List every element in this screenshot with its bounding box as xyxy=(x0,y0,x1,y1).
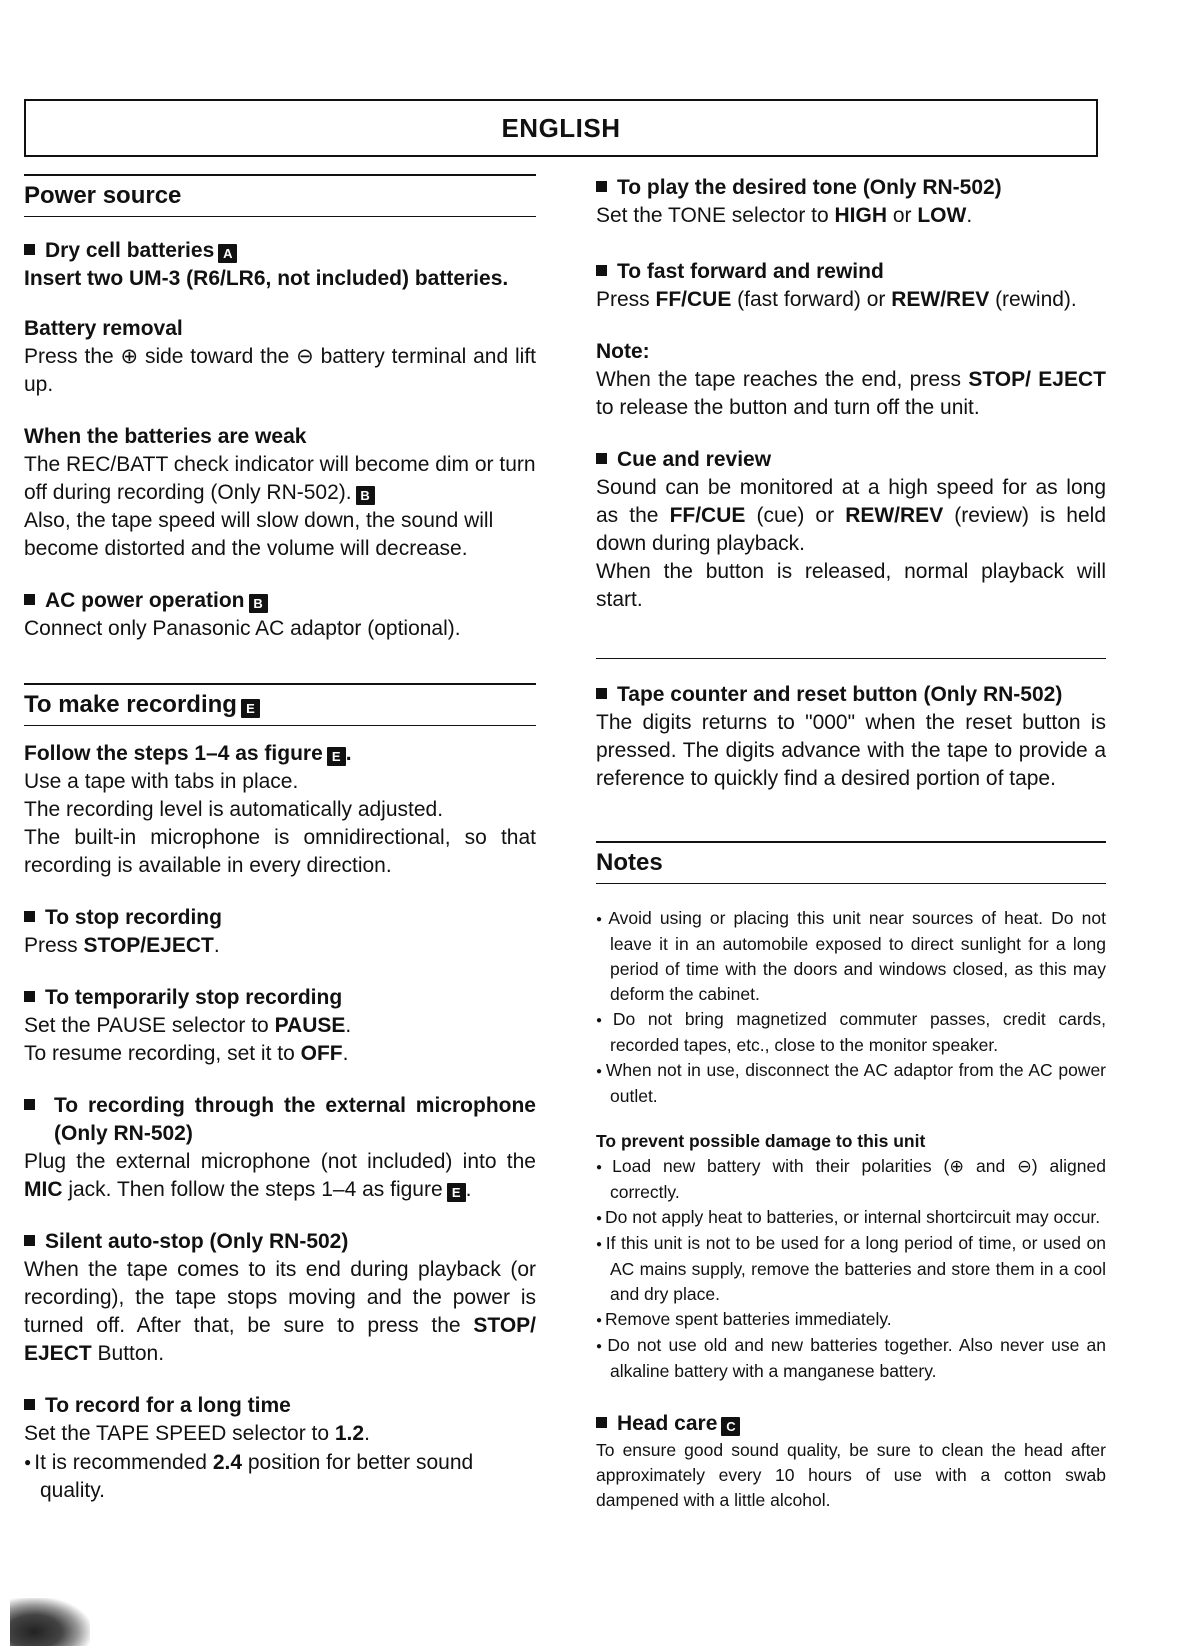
long-time-text-2: ● It is recommended 2.4 position for better sound quality. xyxy=(24,1451,474,1502)
silent-auto-stop-heading: Silent auto-stop (Only RN-502) xyxy=(45,1230,349,1253)
notes-section xyxy=(596,906,1106,1109)
weak-batteries-section xyxy=(24,423,536,563)
silent-auto-stop-text: When the tape comes to its end during playback (or recording), the tape stops moving and the power is turned off. After that, be sure to press the STOP/ EJECT Button. xyxy=(24,1258,536,1365)
list-item: ● Do not bring magnetized commuter passes, credit cards, recorded tapes, etc., close to the monitor speaker. xyxy=(596,1007,1106,1058)
head-care-heading: Head care xyxy=(617,1412,718,1435)
head-care-text: To ensure good sound quality, be sure to clean the head after approximately every 10 hours of use with a cotton swab dampened with a little alcohol. xyxy=(596,1440,1106,1510)
note-text: When the tape reaches the end, press STOP/ EJECT to release the button and turn off the unit. xyxy=(596,368,1106,419)
dry-cell-section xyxy=(24,237,536,293)
long-time-heading: To record for a long time xyxy=(45,1394,291,1417)
follow-steps-text: Follow the steps 1–4 as figure xyxy=(24,742,323,765)
divider xyxy=(596,658,1106,659)
external-mic-section xyxy=(24,1092,536,1204)
note-heading: Note: xyxy=(596,340,650,363)
ff-rewind-text: Press FF/CUE (fast forward) or REW/REV (rewind). xyxy=(596,288,1077,311)
damage-section xyxy=(596,1129,1106,1384)
square-bullet-icon xyxy=(596,688,607,699)
list-item: ● Do not use old and new batteries together. Also never use an alkaline battery with a manganese battery. xyxy=(596,1333,1106,1384)
weak-batteries-heading: When the batteries are weak xyxy=(24,425,307,448)
external-mic-heading: To recording through the external microphone (Only RN-502) xyxy=(54,1094,536,1145)
square-bullet-icon xyxy=(596,181,607,192)
stop-recording-heading: To stop recording xyxy=(45,906,222,929)
right-column xyxy=(596,174,1106,1513)
dry-cell-heading: Dry cell batteries xyxy=(45,239,215,262)
figure-ref-icon: C xyxy=(721,1417,740,1436)
recording-line-1: Use a tape with tabs in place. xyxy=(24,770,299,793)
pause-text-1: Set the PAUSE selector to PAUSE. xyxy=(24,1014,352,1037)
power-source-title: Power source xyxy=(24,174,536,217)
recording-line-2: The recording level is automatically adjusted. xyxy=(24,798,444,821)
figure-ref-icon: E xyxy=(327,747,346,766)
cue-review-text-2: When the button is released, normal playback will start. xyxy=(596,560,1106,611)
dry-cell-text: Insert two UM-3 (R6/LR6, not included) batteries. xyxy=(24,267,509,290)
list-item: ● When not in use, disconnect the AC adaptor from the AC power outlet. xyxy=(596,1058,1106,1109)
recording-title: To make recording E xyxy=(24,683,536,726)
long-time-text-1: Set the TAPE SPEED selector to 1.2. xyxy=(24,1422,370,1445)
list-item: ● Avoid using or placing this unit near sources of heat. Do not leave it in an automobile exposed to direct sunlight for a long period of time with the doors and windows closed, as this may deform the cabinet. xyxy=(596,906,1106,1007)
square-bullet-icon xyxy=(24,911,35,922)
ac-power-heading: AC power operation xyxy=(45,589,245,612)
stop-recording-section xyxy=(24,904,536,960)
tape-counter-heading: Tape counter and reset button (Only RN-502) xyxy=(617,683,1063,706)
ac-power-section xyxy=(24,587,536,643)
cue-review-heading: Cue and review xyxy=(617,448,772,471)
square-bullet-icon xyxy=(24,1099,35,1110)
figure-ref-icon: A xyxy=(218,244,237,263)
pause-section xyxy=(24,984,536,1068)
pause-text-2: To resume recording, set it to OFF. xyxy=(24,1042,349,1065)
figure-ref-icon: E xyxy=(447,1183,466,1202)
square-bullet-icon xyxy=(596,453,607,464)
tone-heading: To play the desired tone (Only RN-502) xyxy=(617,176,1002,199)
battery-removal-text: Press the ⊕ side toward the ⊖ battery terminal and lift up. xyxy=(24,345,536,396)
figure-ref-icon: B xyxy=(356,486,375,505)
list-item: ● Remove spent batteries immediately. xyxy=(596,1307,1106,1333)
notes-list xyxy=(596,906,1106,1109)
weak-batteries-text-1: The REC/BATT check indicator will become dim or turn off during recording (Only RN-502). xyxy=(24,453,536,504)
long-time-section xyxy=(24,1392,536,1505)
tape-counter-section xyxy=(596,681,1106,793)
ff-rewind-section xyxy=(596,258,1106,314)
battery-removal-section xyxy=(24,315,536,399)
list-item: ● Do not apply heat to batteries, or internal shortcircuit may occur. xyxy=(596,1205,1106,1231)
list-item: ● If this unit is not to be used for a long period of time, or used on AC mains supply, remove the batteries and store them in a cool and dry place. xyxy=(596,1231,1106,1307)
language-banner xyxy=(24,99,1098,157)
pause-heading: To temporarily stop recording xyxy=(45,986,343,1009)
damage-list xyxy=(596,1154,1106,1384)
list-item: ● Load new battery with their polarities (⊕ and ⊖) aligned correctly. xyxy=(596,1154,1106,1205)
head-care-section xyxy=(596,1410,1106,1513)
tone-text: Set the TONE selector to HIGH or LOW. xyxy=(596,204,973,227)
silent-auto-stop-section xyxy=(24,1228,536,1368)
language-title: ENGLISH xyxy=(501,113,621,143)
left-column xyxy=(24,174,536,1505)
ff-rewind-heading: To fast forward and rewind xyxy=(617,260,884,283)
recording-line-3: The built-in microphone is omnidirectional, so that recording is available in every direction. xyxy=(24,826,536,877)
square-bullet-icon xyxy=(24,244,35,255)
external-mic-text: Plug the external microphone (not included) into the MIC jack. Then follow the steps 1–4 as figure E . xyxy=(24,1150,536,1201)
ac-power-text: Connect only Panasonic AC adaptor (optional). xyxy=(24,617,461,640)
weak-batteries-text-2: Also, the tape speed will slow down, the sound will become distorted and the volume will decrease. xyxy=(24,509,494,560)
figure-ref-icon: B xyxy=(249,594,268,613)
figure-ref-icon: E xyxy=(241,699,260,718)
square-bullet-icon xyxy=(596,1417,607,1428)
tape-counter-text: The digits returns to "000" when the reset button is pressed. The digits advance with the tape to provide a reference to quickly find a desired portion of tape. xyxy=(596,711,1106,790)
square-bullet-icon xyxy=(24,991,35,1002)
square-bullet-icon xyxy=(596,265,607,276)
cue-review-text-1: Sound can be monitored at a high speed for as long as the FF/CUE (cue) or REW/REV (review) is held down during playback. xyxy=(596,476,1107,555)
cue-review-section xyxy=(596,446,1106,614)
tone-section xyxy=(596,174,1106,230)
scan-smudge xyxy=(10,1598,90,1646)
square-bullet-icon xyxy=(24,1399,35,1410)
battery-removal-heading: Battery removal xyxy=(24,317,183,340)
square-bullet-icon xyxy=(24,1235,35,1246)
stop-recording-text: Press STOP/EJECT. xyxy=(24,934,220,957)
damage-title: To prevent possible damage to this unit xyxy=(596,1131,926,1151)
square-bullet-icon xyxy=(24,594,35,605)
recording-intro: Follow the steps 1–4 as figure E . Use a tape with tabs in place. The recording level is automatically adjusted. The built-in microphone is omnidirectional, so that recording is available in every direction. xyxy=(24,740,536,880)
note-section xyxy=(596,338,1106,422)
notes-title: Notes xyxy=(596,841,1106,884)
